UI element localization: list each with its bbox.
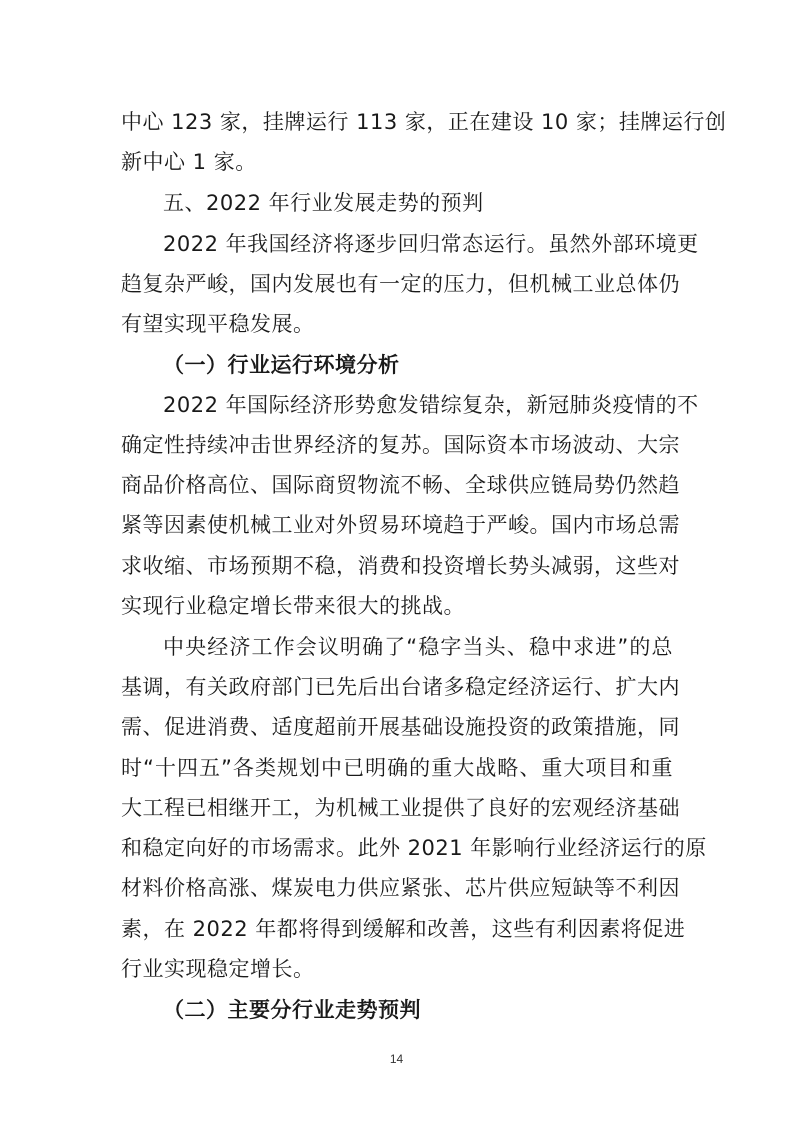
body-text-line: 2022 年我国经济将逐步回归常态运行。虽然外部环境更 xyxy=(163,232,699,256)
section-heading: 五、2022 年行业发展走势的预判 xyxy=(163,191,484,215)
body-text-line: 有望实现平稳发展。 xyxy=(121,312,315,336)
body-text-line: 和稳定向好的市场需求。此外 2021 年影响行业经济运行的原 xyxy=(121,836,707,860)
body-text-line: 商品价格高位、国际商贸物流不畅、全球供应链局势仍然趋 xyxy=(121,473,680,497)
subsection-heading: （一）行业运行环境分析 xyxy=(163,353,400,377)
page-number: 14 xyxy=(389,1052,404,1066)
body-text-line: 新中心 1 家。 xyxy=(121,150,257,174)
body-text-line: 材料价格高涨、煤炭电力供应紧张、芯片供应短缺等不利因 xyxy=(121,876,680,900)
body-text-line: 求收缩、市场预期不稳，消费和投资增长势头减弱，这些对 xyxy=(121,554,680,578)
body-text-line: 2022 年国际经济形势愈发错综复杂，新冠肺炎疫情的不 xyxy=(163,393,699,417)
body-text-line: 大工程已相继开工，为机械工业提供了良好的宏观经济基础 xyxy=(121,796,680,820)
body-text-line: 趋复杂严峻，国内发展也有一定的压力，但机械工业总体仍 xyxy=(121,272,680,296)
body-text-line: 时“十四五”各类规划中已明确的重大战略、重大项目和重 xyxy=(121,756,673,780)
body-text-line: 紧等因素使机械工业对外贸易环境趋于严峻。国内市场总需 xyxy=(121,513,680,537)
body-text-line: 实现行业稳定增长带来很大的挑战。 xyxy=(121,594,465,618)
body-text-line: 行业实现稳定增长。 xyxy=(121,957,315,981)
body-text-line: 确定性持续冲击世界经济的复苏。国际资本市场波动、大宗 xyxy=(121,433,680,457)
subsection-heading: （二）主要分行业走势预判 xyxy=(163,998,421,1022)
body-text-line: 需、促进消费、适度超前开展基础设施投资的政策措施，同 xyxy=(121,715,680,739)
body-text-line: 中心 123 家，挂牌运行 113 家，正在建设 10 家；挂牌运行创 xyxy=(121,110,727,134)
body-text-line: 中央经济工作会议明确了“稳字当头、稳中求进”的总 xyxy=(163,635,673,659)
body-text-line: 素，在 2022 年都将得到缓解和改善，这些有利因素将促进 xyxy=(121,917,686,941)
body-text-line: 基调，有关政府部门已先后出台诸多稳定经济运行、扩大内 xyxy=(121,675,680,699)
